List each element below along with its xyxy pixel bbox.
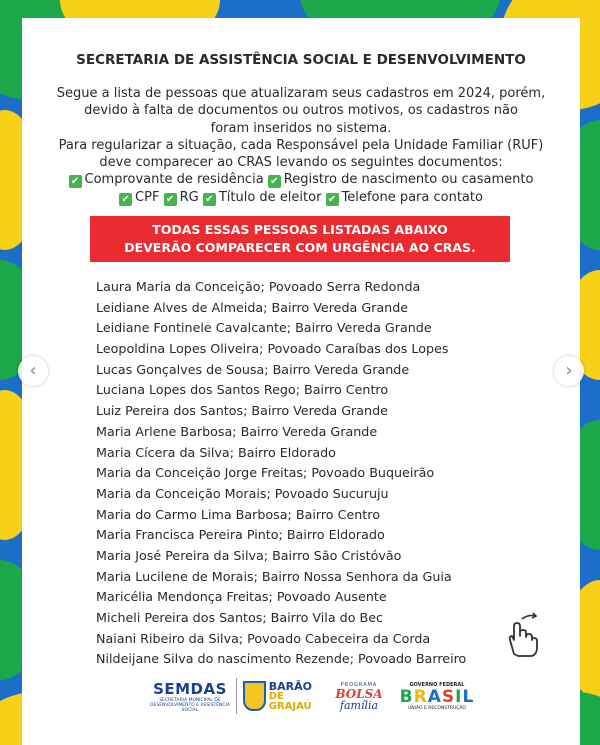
check-icon: ✔ [326,193,339,206]
city-crest-icon [243,681,266,711]
list-item: Maria José Pereira da Silva; Bairro São Cristóvão [96,547,402,563]
chevron-right-icon: › [565,360,573,381]
logo-divider [236,678,237,714]
notice-card [22,18,580,745]
list-item: Maria Francisca Pereira Pinto; Bairro Eldorado [96,527,385,543]
documents-line-1 [32,171,570,188]
page-title: SECRETARIA DE ASSISTÊNCIA SOCIAL E DESENVOLVIMENTO [76,52,526,68]
documents-line-2 [32,189,570,206]
list-item: Maria da Conceição Jorge Freitas; Povoado Buqueirão [96,465,435,481]
intro-line: foram inseridos no sistema. [210,120,392,136]
check-icon: ✔ [268,175,281,188]
semdas-logo: SEMDAS SECRETARIA MUNICIPAL DE DESENVOLVIMENTO E ASSISTÊNCIA SOCIAL [150,679,230,713]
check-icon: ✔ [164,193,177,206]
intro-line: Para regularizar a situação, cada Responsável pela Unidade Familiar (RUF) [58,137,544,153]
check-icon: ✔ [69,175,82,188]
list-item: Nildeijane Silva do nascimento Rezende; Povoado Barreiro [96,651,467,667]
previous-slide-button[interactable] [18,356,48,386]
tap-hand-icon [496,610,546,660]
doc-item: CPF [135,189,160,205]
list-item: Luciana Lopes dos Santos Rego; Bairro Centro [96,382,389,398]
alert-line: DEVERÃO COMPARECER COM URGÊNCIA AO CRAS. [124,240,476,255]
intro-line: deve comparecer ao CRAS levando os seguintes documentos: [99,155,503,171]
governo-federal-logo: GOVERNO FEDERAL BRASIL UNIÃO E RECONSTRUÇÃO [399,681,475,711]
check-icon: ✔ [203,193,216,206]
alert-line: TODAS ESSAS PESSOAS LISTADAS ABAIXO [152,222,448,237]
list-item: Leopoldina Lopes Oliveira; Povoado Caraíbas dos Lopes [96,341,449,357]
check-icon: ✔ [119,193,132,206]
chevron-left-icon: ‹ [29,360,37,381]
bolsa-familia-logo: PROGRAMA BOLSA família [335,681,383,712]
list-item: Maria Arlene Barbosa; Bairro Vereda Grande [96,423,378,439]
list-item: Naiani Ribeiro da Silva; Povoado Cabeceira da Corda [96,630,431,646]
list-item: Leidiane Fontinele Cavalcante; Bairro Vereda Grande [96,320,432,336]
list-item: Micheli Pereira dos Santos; Bairro Vila do Bec [96,610,383,625]
list-item: Maria Cícera da Silva; Bairro Eldorado [96,444,336,460]
urgent-alert-banner [90,216,510,262]
doc-item: RG [179,189,199,205]
intro-line: Segue a lista de pessoas que atualizaram seus cadastros em 2024, porém, [56,86,546,101]
doc-item: Comprovante de residência [84,172,264,188]
doc-item: Telefone para contato [341,189,483,205]
doc-item: Registro de nascimento ou casamento [283,172,534,188]
barao-de-grajau-logo: BARÃO DE GRAJAÚ [243,681,321,712]
intro-text [32,85,570,206]
list-item: Maria do Carmo Lima Barbosa; Bairro Centro [96,506,380,522]
list-item: Leidiane Alves de Almeida; Bairro Vereda Grande [96,299,409,315]
list-item: Maria da Conceição Morais; Povoado Sucuruju [96,485,389,501]
list-item: Maria Lucilene de Morais; Bairro Nossa Senhora da Guia [96,568,452,584]
list-item: Lucas Gonçalves de Sousa; Bairro Vereda Grande [96,361,410,377]
list-item: Maricélia Mendonça Freitas; Povoado Ausente [96,589,387,605]
doc-item: Título de eleitor [218,189,322,205]
footer-logos [150,676,480,716]
list-item: Laura Maria da Conceição; Povoado Serra Redonda [96,279,421,294]
next-slide-button[interactable] [554,356,584,386]
intro-line: devido à falta de documentos ou outros motivos, os cadastros não [84,103,518,119]
list-item: Luiz Pereira dos Santos; Bairro Vereda Grande [96,403,388,419]
